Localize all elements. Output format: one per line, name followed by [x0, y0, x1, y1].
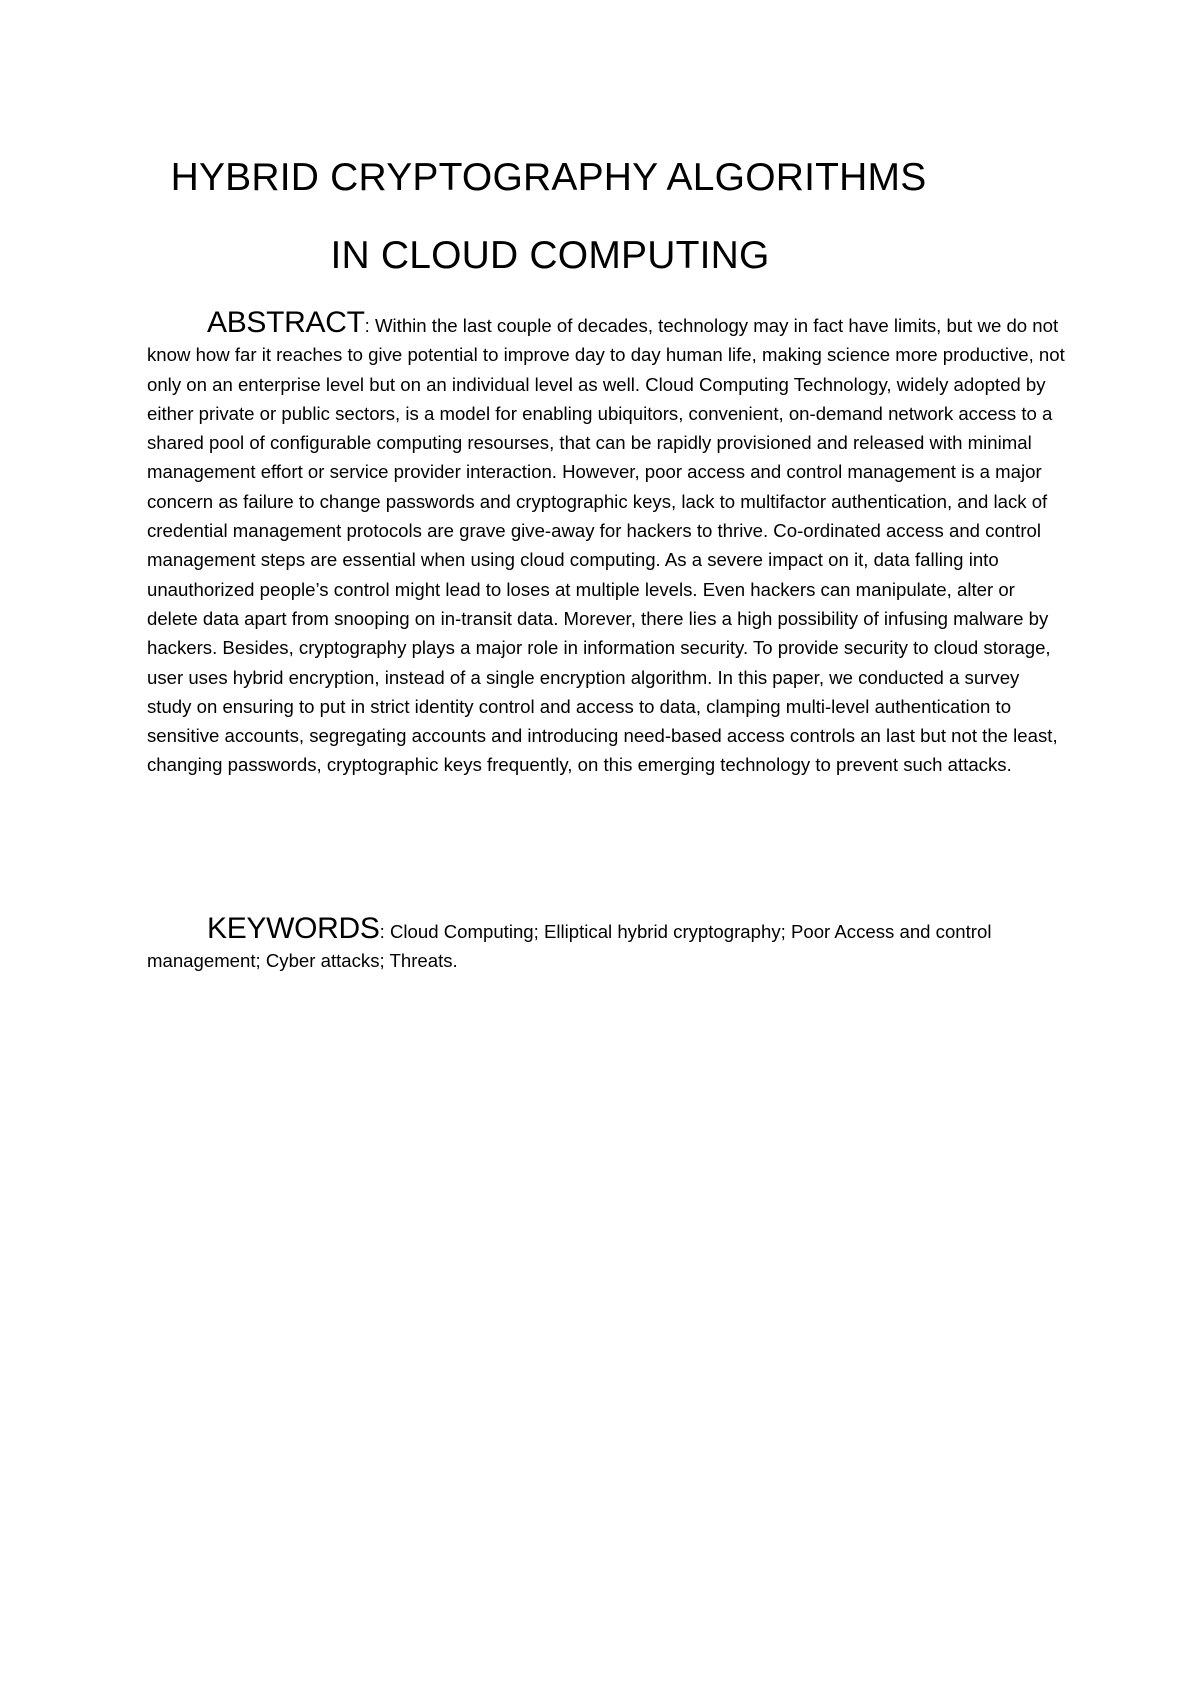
keywords-label: KEYWORDS: [207, 912, 380, 945]
abstract-separator: :: [364, 315, 375, 336]
keywords-text: Cloud Computing; Elliptical hybrid cryptography; Poor Access and control management; Cyber attacks; Threats.: [147, 921, 992, 972]
keywords-separator: :: [379, 921, 390, 942]
title-line-1: HYBRID CRYPTOGRAPHY ALGORITHMS: [170, 156, 927, 199]
abstract-section: [147, 308, 1067, 780]
abstract-text: Within the last couple of decades, technology may in fact have limits, but we do not know how far it reaches to give potential to improve day to day human life, making science more productive, not only on an enterprise level but on an individual level as well. Cloud Computing Technology, widely adopted by either private or public sectors, is a model for enabling ubiquitors, convenient, on-demand network access to a shared pool of configurable computing resourses, that can be rapidly provisioned and released with minimal management effort or service provider interaction. However, poor access and control management is a major concern as failure to change passwords and cryptographic keys, lack to multifactor authentication, and lack of credential management protocols are grave give-away for hackers to thrive. Co-ordinated access and control management steps are essential when using cloud computing. As a severe impact on it, data falling into unauthorized people’s control might lead to loses at multiple levels. Even hackers can manipulate, alter or delete data apart from snooping on in-transit data. Morever, there lies a high possibility of infusing malware by hackers. Besides, cryptography plays a major role in information security. To provide security to cloud storage, user uses hybrid encryption, instead of a single encryption algorithm. In this paper, we conducted a survey study on ensuring to put in strict identity control and access to data, clamping multi-level authentication to sensitive accounts, segregating accounts and introducing need-based access controls an last but not the least, changing passwords, cryptographic keys frequently, on this emerging technology to prevent such attacks.: [147, 315, 1065, 776]
keywords-section: [147, 914, 1067, 976]
title-line-2: IN CLOUD COMPUTING: [330, 234, 770, 277]
abstract-label: ABSTRACT: [207, 306, 365, 339]
